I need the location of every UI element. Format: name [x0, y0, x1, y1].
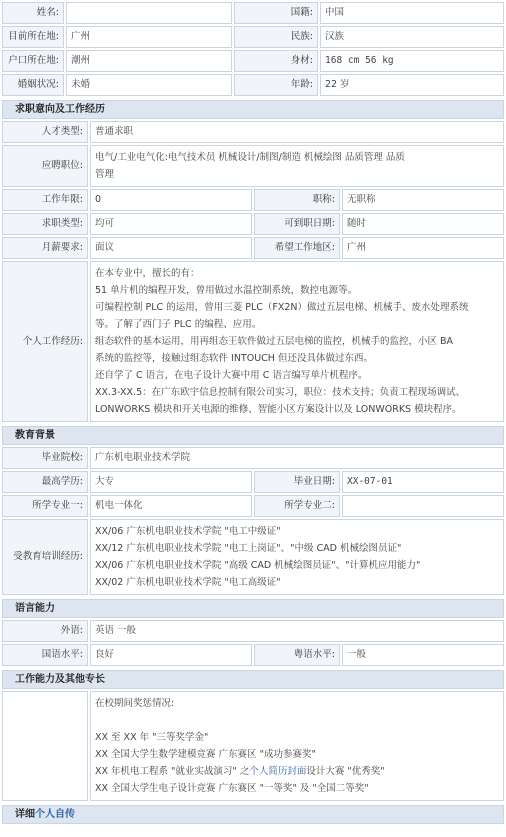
skills-line [95, 763, 499, 780]
degree-value: 大专 [90, 471, 252, 493]
hukou-value: 潮州 [66, 50, 232, 72]
self-eval-table [0, 803, 506, 826]
years-value: 0 [90, 189, 252, 211]
training-line: XX/02 广东机电职业技术学院 "电工高级证" [95, 577, 281, 588]
experience-line: XX.3-XX.5：在广东欧宇信息控制有限公司实习，职位：技术支持；负责工程现场调试、 [95, 387, 466, 398]
skills-value [90, 691, 504, 801]
training-value [90, 519, 504, 595]
cantonese-value: 一般 [342, 644, 504, 666]
language-table [0, 597, 506, 668]
location-value: 广州 [66, 26, 232, 48]
region-label: 希望工作地区: [254, 237, 340, 259]
years-label: 工作年限: [2, 189, 88, 211]
hukou-label: 户口所在地: [2, 50, 64, 72]
education-table [0, 424, 506, 597]
marital-label: 婚姻状况: [2, 74, 64, 96]
mandarin-label: 国语水平: [2, 644, 88, 666]
experience-line: 可编程控制 PLC 的运用，曾用三菱 PLC（FX2N）做过五层电梯、机械手、废水处理系统 [95, 302, 469, 313]
region-value: 广州 [342, 237, 504, 259]
talent-type-value: 普通求职 [90, 121, 504, 143]
experience-line: 系统的监控等，接触过组态软件 INTOUCH 但还没具体做过东西。 [95, 353, 373, 364]
job-intent-table [0, 98, 506, 424]
seek-type-label: 求职类型: [2, 213, 88, 235]
experience-value [90, 261, 504, 422]
position-line: 管理 [95, 169, 115, 180]
major1-label: 所学专业一: [2, 495, 88, 517]
nationality-value: 中国 [320, 2, 504, 24]
ethnicity-label: 民族: [234, 26, 318, 48]
experience-line: 在本专业中，擅长的有： [95, 268, 200, 279]
school-label: 毕业院校: [2, 447, 88, 469]
nationality-label: 国籍: [234, 2, 318, 24]
name-value [66, 2, 232, 24]
start-date-value: 随时 [342, 213, 504, 235]
training-line: XX/06 广东机电职业技术学院 "高级 CAD 机械绘图员证"、"计算机应用能力" [95, 560, 421, 571]
cantonese-label: 粤语水平: [254, 644, 340, 666]
position-line: 电气/工业电气化:电气技术员 机械设计/制图/制造 机械绘图 品质管理 品质 [95, 152, 405, 163]
degree-label: 最高学历: [2, 471, 88, 493]
position-label: 应聘职位: [2, 145, 88, 187]
seek-type-value: 均可 [90, 213, 252, 235]
grad-date-label: 毕业日期: [254, 471, 340, 493]
salary-value: 面议 [90, 237, 252, 259]
experience-line: 51 单片机的编程开发，曾用做过水温控制系统，数控电源等。 [95, 285, 358, 296]
training-line: XX/12 广东机电职业技术学院 "电工上岗证"、"中级 CAD 机械绘图员证" [95, 543, 402, 554]
ethnicity-value: 汉族 [320, 26, 504, 48]
body-value: 168 cm 56 kg [320, 50, 504, 72]
marital-value: 未婚 [66, 74, 232, 96]
age-label: 年龄: [234, 74, 318, 96]
experience-label: 个人工作经历: [2, 261, 88, 422]
section-title-education: 教育背景 [2, 426, 504, 445]
start-date-label: 可到职日期: [254, 213, 340, 235]
major1-value: 机电一体化 [90, 495, 252, 517]
grad-date-value: XX-07-01 [342, 471, 504, 493]
skills-line: XX 至 XX 年 "三等奖学金" [95, 732, 209, 743]
training-line: XX/06 广东机电职业技术学院 "电工中级证" [95, 526, 281, 537]
skills-line: XX 全国大学生电子设计竞赛 广东赛区 "一等奖" 及 "全国二等奖" [95, 783, 369, 794]
skills-spacer [95, 712, 499, 729]
basic-info-table [0, 0, 506, 98]
position-value [90, 145, 504, 187]
mandarin-value: 良好 [90, 644, 252, 666]
major2-label: 所学专业二: [254, 495, 340, 517]
experience-line: LONWORKS 模块和开关电源的维修、智能小区方案设计以及 LONWORKS 模块程序。 [95, 404, 462, 415]
section-title-language: 语言能力 [2, 599, 504, 618]
salary-label: 月薪要求: [2, 237, 88, 259]
skills-text: XX 年机电工程系 "就业实战演习" 之 [95, 766, 250, 777]
section-title-job-intent: 求职意向及工作经历 [2, 100, 504, 119]
talent-type-label: 人才类型: [2, 121, 88, 143]
school-value: 广东机电职业技术学院 [90, 447, 504, 469]
title-label: 职称: [254, 189, 340, 211]
foreign-language-label: 外语: [2, 620, 88, 642]
skills-text: 设计大赛 "优秀奖" [306, 766, 385, 777]
age-value: 22 岁 [320, 74, 504, 96]
major2-value [342, 495, 504, 517]
experience-line: 还自学了 C 语言，在电子设计大赛中用 C 语言编写单片机程序。 [95, 370, 368, 381]
resume-cover-link[interactable]: 个人简历封面 [249, 766, 307, 777]
section-title-self-eval [2, 805, 504, 824]
experience-line: 组态软件的基本运用，用再组态王软件做过五层电梯的监控，机械手的监控，小区 BA [95, 336, 454, 347]
skills-line: XX 全国大学生数学建模竞赛 广东赛区 "成功参赛奖" [95, 749, 316, 760]
skills-line: 在校期间奖惩情况: [95, 698, 175, 709]
experience-line: 等。了解了西门子 PLC 的编程、应用。 [95, 319, 262, 330]
body-label: 身材: [234, 50, 318, 72]
self-eval-prefix: 详细 [15, 809, 35, 820]
autobiography-link[interactable]: 个人自传 [35, 809, 75, 820]
foreign-language-value: 英语 一般 [90, 620, 504, 642]
training-label: 受教育培训经历: [2, 519, 88, 595]
skills-label-cell [2, 691, 88, 801]
section-title-skills: 工作能力及其他专长 [2, 670, 504, 689]
title-value: 无职称 [342, 189, 504, 211]
name-label: 姓名: [2, 2, 64, 24]
location-label: 目前所在地: [2, 26, 64, 48]
skills-table [0, 668, 506, 803]
